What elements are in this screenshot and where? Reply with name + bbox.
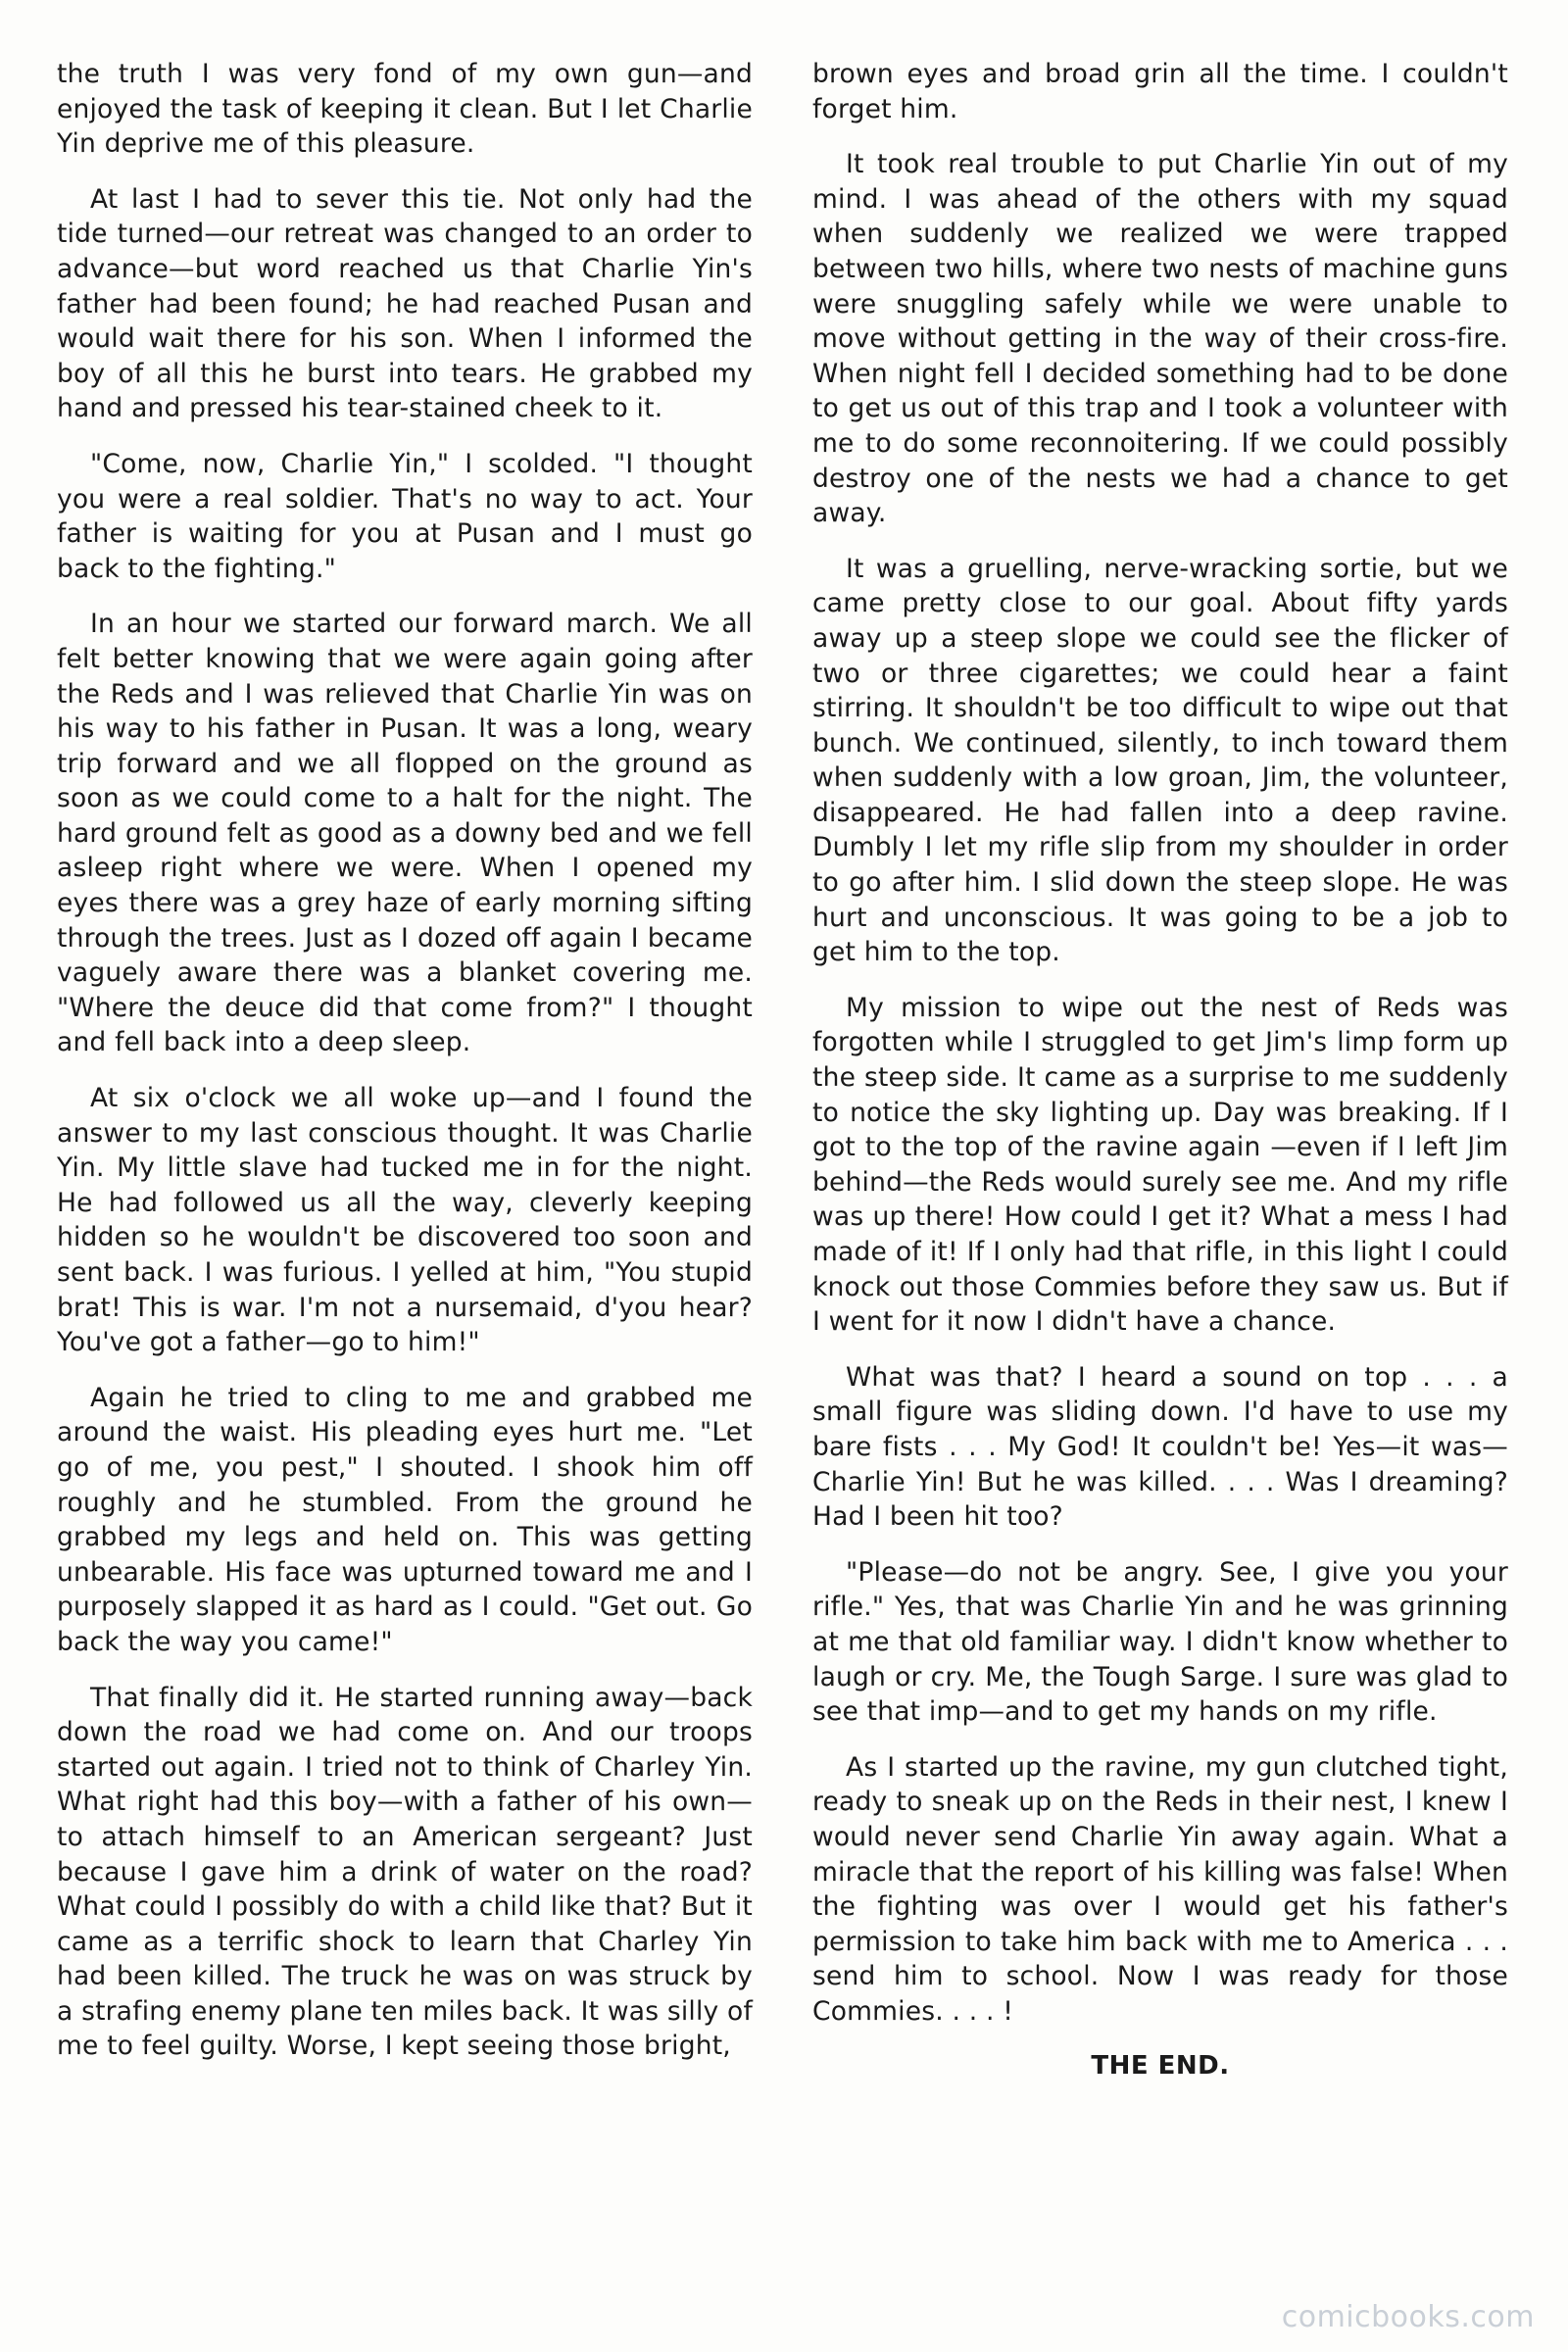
paragraph-continuation: the truth I was very fond of my own gun—and enjoyed the task of keeping it clean. But I let Charlie Yin deprive me of this pleasure. — [57, 59, 753, 160]
paragraph: What was that? I heard a sound on top . . . a small figure was sliding down. I'd have to use my bare fists . . . My God! It couldn't be! Yes—it was—Charlie Yin! But he was killed. . . . Was I dreaming? Had I been hit too? — [812, 1361, 1508, 1533]
paragraph-continuation: brown eyes and broad grin all the time. I couldn't forget him. — [812, 59, 1508, 124]
paragraph: It took real trouble to put Charlie Yin out of my mind. I was ahead of the others with my squad when suddenly we realized we were trapped between two hills, where two nests of machine guns were snuggling safely while we were unable to move without getting in the way of their cross-fire. When night fell I decided something had to be done to get us out of this trap and I took a volunteer with me to do some reconnoitering. If we could possibly destroy one of the nests we had a chance to get away. — [812, 149, 1508, 529]
site-watermark: comicbooks.com — [1281, 2300, 1535, 2334]
the-end-label: THE END. — [1091, 2051, 1230, 2082]
paragraph: At last I had to sever this tie. Not only had the tide turned—our retreat was changed to an order to advance—but word reached us that Charlie Yin's father had been found; he had reached Pusan and would wait there for his son. When I informed the boy of all this he burst into tears. He grabbed my hand and pressed his tear-stained cheek to it. — [57, 183, 753, 424]
right-text-column — [812, 57, 1508, 2084]
paragraph: "Please—do not be angry. See, I give you your rifle." Yes, that was Charlie Yin and he was grinning at me that old familiar way. I didn't know whether to laugh or cry. Me, the Tough Sarge. I sure was glad to see that imp—and to get my hands on my rifle. — [812, 1556, 1508, 1728]
paragraph: As I started up the ravine, my gun clutched tight, ready to sneak up on the Reds in their nest, I knew I would never send Charlie Yin away again. What a miracle that the report of his killing was false! When the fighting was over I would get his father's permission to take him back with me to America . . . send him to school. Now I was ready for those Commies. . . . ! — [812, 1751, 1508, 2027]
paragraph: Again he tried to cling to me and grabbed me around the waist. His pleading eyes hurt me. "Let go of me, you pest," I shouted. I shook him off roughly and he stumbled. From the ground he grabbed my legs and held on. This was getting unbearable. His face was upturned toward me and I purposely slapped it as hard as I could. "Get out. Go back the way you came!" — [57, 1382, 753, 1657]
paragraph: At six o'clock we all woke up—and I found the answer to my last conscious thought. It was Charlie Yin. My little slave had tucked me in for the night. He had followed us all the way, cleverly keeping hidden so he wouldn't be discovered too soon and sent back. I was furious. I yelled at him, "You stupid brat! This is war. I'm not a nursemaid, d'you hear? You've got a father—go to him!" — [57, 1083, 753, 1358]
paragraph: In an hour we started our forward march. We all felt better knowing that we were again going after the Reds and I was relieved that Charlie Yin was on his way to his father in Pusan. It was a long, weary trip forward and we all flopped on the ground as soon as we could come to a halt for the night. The hard ground felt as good as a downy bed and we fell asleep right where we were. When I opened my eyes there was a grey haze of early morning sifting through the trees. Just as I dozed off again I became vaguely aware there was a blanket covering me. "Where the deuce did that come from?" I thought and fell back into a deep sleep. — [57, 609, 753, 1058]
left-text-column — [57, 57, 753, 2084]
paragraph: "Come, now, Charlie Yin," I scolded. "I thought you were a real soldier. That's no way to act. Your father is waiting for you at Pusan and I must go back to the fighting." — [57, 448, 753, 584]
paragraph: It was a gruelling, nerve-wracking sortie, but we came pretty close to our goal. About fifty yards away up a steep slope we could see the flicker of two or three cigarettes; we could hear a faint stirring. It shouldn't be too difficult to wipe out that bunch. We continued, silently, to inch toward them when suddenly with a low groan, Jim, the volunteer, disappeared. He had fallen into a deep ravine. Dumbly I let my rifle slip from my shoulder in order to go after him. I slid down the steep slope. He was hurt and unconscious. It was going to be a job to get him to the top. — [812, 553, 1508, 968]
paragraph: My mission to wipe out the nest of Reds was forgotten while I struggled to get Jim's limp form up the steep side. It came as a surprise to me suddenly to notice the sky lighting up. Day was breaking. If I got to the top of the ravine again —even if I left Jim behind—the Reds would surely see me. And my rifle was up there! How could I get it? What a mess I had made of it! If I only had that rifle, in this light I could knock out those Commies before they saw us. But if I went for it now I didn't have a chance. — [812, 992, 1508, 1338]
paragraph: That finally did it. He started running away—back down the road we had come on. And our troops started out again. I tried not to think of Charley Yin. What right had this boy—with a father of his own—to attach himself to an American sergeant? Just because I gave him a drink of water on the road? What could I possibly do with a child like that? But it came as a terrific shock to learn that Charley Yin had been killed. The truck he was on was struck by a strafing enemy plane ten miles back. It was silly of me to feel guilty. Worse, I kept seeing those bright, — [57, 1682, 753, 2062]
